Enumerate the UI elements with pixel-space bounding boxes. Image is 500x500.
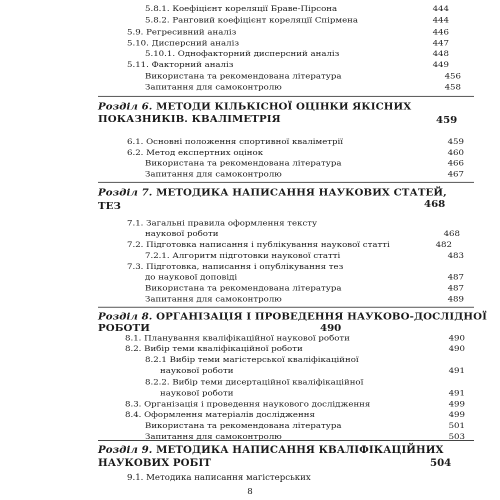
toc-entry-literature-7: Використана та рекомендована література (145, 284, 342, 294)
section-7-title-line1: МЕТОДИКА НАПИСАННЯ НАУКОВИХ СТАТЕЙ, (156, 187, 447, 199)
toc-page-7-3: 487 (447, 273, 464, 283)
toc-entry-questions-7: Запитання для самоконтролю (145, 295, 282, 305)
toc-entry-7-1: 7.1. Загальні правила оформлення тексту (127, 219, 318, 229)
section-8-heading (98, 311, 487, 322)
toc-entry-7-3-cont: до наукової доповіді (145, 273, 238, 283)
toc-entry-literature-5: Використана та рекомендована література (145, 72, 342, 82)
toc-entry-5-11: 5.11. Факторний аналіз (127, 60, 234, 70)
toc-entry-8-3: 8.3. Організація і проведення наукового дослідження (125, 400, 371, 410)
toc-entry-8-4: 8.4. Оформлення матеріалів дослідження (125, 410, 315, 420)
section-9-title-line2: НАУКОВИХ РОБІТ (98, 457, 212, 469)
toc-entry-8-2-1: 8.2.1 Вибір теми магістерської кваліфікаційної (145, 355, 359, 365)
page-number: 8 (247, 487, 253, 497)
toc-page-7-2-1: 483 (447, 251, 464, 261)
toc-page-literature-5: 456 (444, 72, 461, 82)
section-7-label: Розділ 7. (98, 187, 153, 199)
toc-page-6-2: 460 (447, 148, 464, 158)
toc-page-literature-6: 466 (447, 159, 464, 169)
toc-entry-9-1: 9.1. Методика написання магістерських (127, 473, 311, 483)
toc-page-5-11: 449 (432, 60, 449, 70)
toc-page-6-1: 459 (447, 137, 464, 147)
toc-entry-questions-5: Запитання для самоконтролю (145, 83, 282, 93)
toc-page-8-2-2: 491 (448, 389, 465, 399)
toc-entry-8-2: 8.2. Вибір теми кваліфікаційної роботи (125, 344, 303, 354)
toc-page-7-1: 468 (443, 229, 460, 239)
section-8-title-line1: ОРГАНІЗАЦІЯ І ПРОВЕДЕННЯ НАУКОВО-ДОСЛІДНОЇ (156, 311, 487, 323)
toc-entry-6-1: 6.1. Основні положення спортивної кваліметрії (127, 137, 344, 147)
toc-entry-7-2: 7.2. Підготовка написання і публікування наукової статті (127, 240, 390, 250)
toc-entry-8-1: 8.1. Планування кваліфікаційної наукової роботи (125, 333, 350, 343)
toc-page-5-8-2: 444 (432, 16, 449, 26)
toc-page-questions-6: 467 (447, 170, 464, 180)
section-7-page: 468 (424, 199, 446, 210)
toc-page-5-10: 447 (432, 38, 449, 48)
toc-entry-literature-6: Використана та рекомендована література (145, 159, 342, 169)
toc-entry-5-8-1: 5.8.1. Коефіцієнт кореляції Браве-Пірсона (145, 4, 338, 14)
toc-page-8-4: 499 (448, 410, 465, 420)
toc-page-questions-5: 458 (444, 83, 461, 93)
section-6-title-line1: МЕТОДИ КІЛЬКІСНОЇ ОЦІНКИ ЯКІСНИХ (156, 101, 412, 113)
toc-entry-5-10: 5.10. Дисперсний аналіз (127, 38, 240, 48)
toc-page-literature-7: 487 (447, 284, 464, 294)
toc-entry-6-2: 6.2. Метод експертних оцінок (127, 148, 264, 158)
section-6-heading (98, 101, 411, 112)
toc-entry-literature-8: Використана та рекомендована література (145, 421, 342, 431)
toc-page-7-2: 482 (435, 240, 452, 250)
toc-page-8-2-1: 491 (448, 366, 465, 376)
toc-entry-8-2-2-cont: наукової роботи (160, 389, 234, 399)
section-9-page: 504 (430, 457, 452, 469)
toc-entry-8-2-1-cont: наукової роботи (160, 366, 234, 376)
section-6-label: Розділ 6. (98, 101, 153, 113)
section-7-title-line2: ТЕЗ (98, 200, 121, 212)
section-8-label: Розділ 8. (98, 311, 153, 323)
toc-entry-7-1-cont: наукової роботи (145, 229, 219, 239)
toc-page-literature-8: 501 (448, 421, 465, 431)
toc-page-questions-7: 489 (447, 295, 464, 305)
section-divider (98, 96, 474, 97)
toc-page-5-10-1: 448 (432, 49, 449, 59)
toc-page-questions-8: 503 (448, 432, 465, 442)
toc-entry-5-8-2: 5.8.2. Ранговий коефіцієнт кореляції Спірмена (145, 16, 359, 26)
toc-entry-8-2-2: 8.2.2. Вибір теми дисертаційної кваліфікаційної (145, 378, 364, 388)
toc-entry-questions-8: Запитання для самоконтролю (145, 432, 282, 442)
toc-page-8-2: 490 (448, 344, 465, 354)
section-7-heading (98, 187, 447, 198)
toc-page-8-3: 499 (448, 400, 465, 410)
section-9-title-line1: МЕТОДИКА НАПИСАННЯ КВАЛІФІКАЦІЙНИХ (156, 444, 444, 456)
section-8-page: 490 (320, 323, 342, 334)
toc-page-8-1: 490 (448, 333, 465, 343)
toc-entry-5-10-1: 5.10.1. Однофакторний дисперсний аналіз (145, 49, 340, 59)
toc-entry-questions-6: Запитання для самоконтролю (145, 170, 282, 180)
section-6-page: 459 (436, 114, 458, 126)
section-6-title-line2: ПОКАЗНИКІВ. КВАЛІМЕТРІЯ (98, 114, 281, 125)
toc-page-5-8-1: 444 (432, 4, 449, 14)
toc-entry-7-3: 7.3. Підготовка, написання і опублікування тез (127, 262, 344, 272)
toc-entry-7-2-1: 7.2.1. Алгоритм підготовки наукової статті (145, 251, 341, 261)
section-divider (98, 307, 474, 308)
toc-page-5-9: 446 (432, 28, 449, 38)
section-8-title-line2: РОБОТИ (98, 323, 150, 334)
section-divider (98, 182, 474, 183)
section-9-label: Розділ 9. (98, 444, 157, 456)
toc-entry-5-9: 5.9. Регресивний аналіз (127, 28, 237, 38)
